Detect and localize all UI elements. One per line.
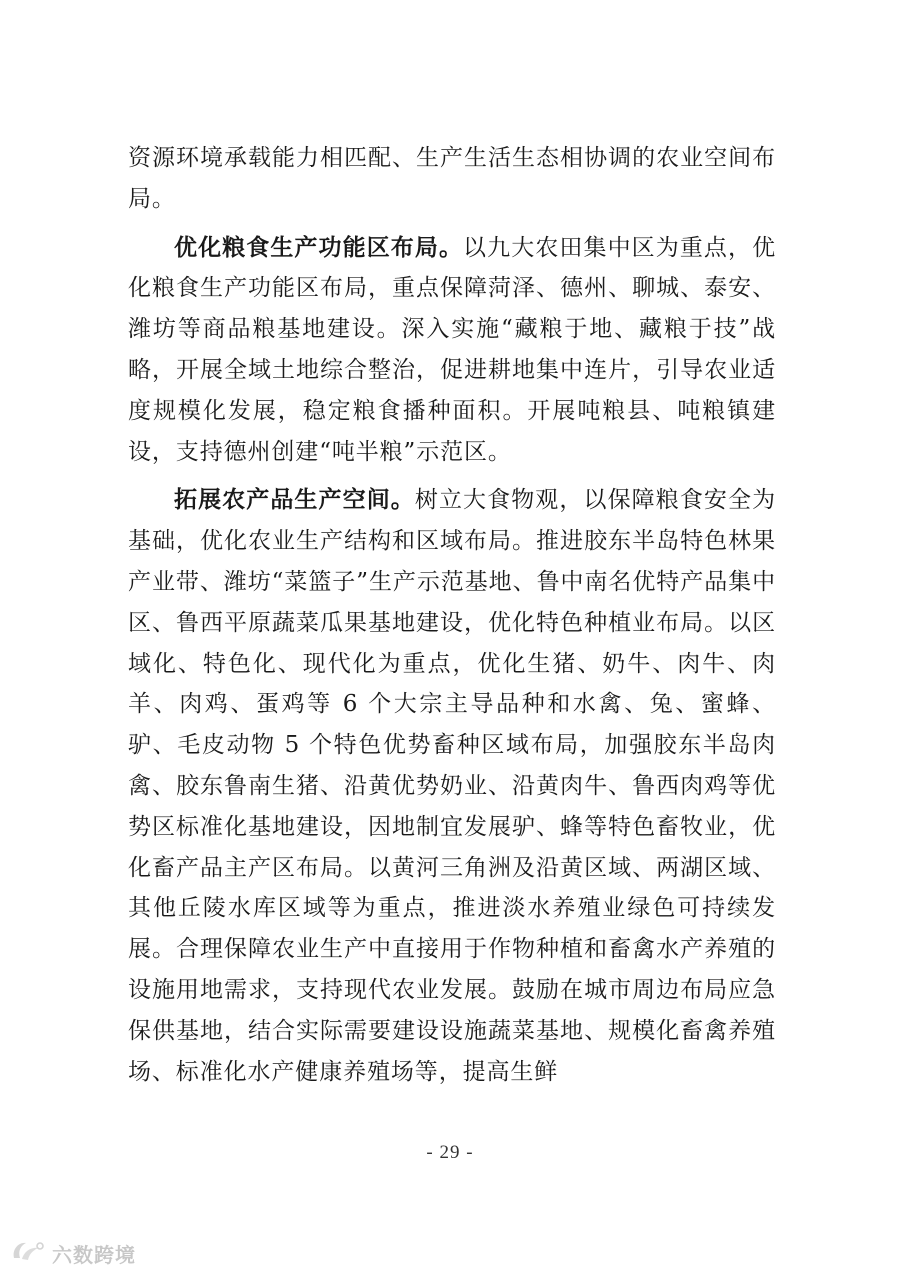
paragraph-3-text: 树立大食物观，以保障粮食安全为基础，优化农业生产结构和区域布局。推进胶东半岛特色林果产业带、潍坊“菜篮子”生产示范基地、鲁中南名优特产品集中区、鲁西平原蔬菜瓜果基地建设，优化特色种植业布局。以区域化、特色化、现代化为重点，优化生猪、奶牛、肉牛、肉羊、肉鸡、蛋鸡等 6 个大宗主导品种和水禽、兔、蜜蜂、驴、毛皮动物 5 个特色优势畜种区域布局，加强胶东半岛肉禽、胶东鲁南生猪、沿黄优势奶业、沿黄肉牛、鲁西肉鸡等优势区标准化基地建设，因地制宜发展驴、蜂等特色畜牧业，优化畜产品主产区布局。以黄河三角洲及沿黄区域、两湖区域、其他丘陵水库区域等为重点，推进淡水养殖业绿色可持续发展。合理保障农业生产中直接用于作物种植和畜禽水产养殖的设施用地需求，支持现代农业发展。鼓励在城市周边布局应急保供基地，结合实际需要建设设施蔬菜基地、规模化畜禽养殖场、标准化水产健康养殖场等，提高生鲜 [128,487,776,1085]
page-number: - 29 - [426,1142,474,1163]
document-body [128,138,776,1092]
paragraph-3 [128,480,776,1092]
paragraph-2-text: 以九大农田集中区为重点，优化粮食生产功能区布局，重点保障菏泽、德州、聊城、泰安、潍坊等商品粮基地建设。深入实施“藏粮于地、藏粮于技”战略，开展全域土地综合整治，促进耕地集中连片，引导农业适度规模化发展，稳定粮食播种面积。开展吨粮县、吨粮镇建设，支持德州创建“吨半粮”示范区。 [128,234,776,465]
watermark-text: 六数跨境 [52,1242,136,1267]
logo-icon [10,1238,46,1268]
paragraph-2-heading: 优化粮食生产功能区布局。 [174,233,464,261]
paragraph-1 [128,138,776,220]
paragraph-2 [128,228,776,473]
paragraph-3-heading: 拓展农产品生产空间。 [174,486,415,514]
paragraph-1-text: 资源环境承载能力相匹配、生产生活生态相协调的农业空间布局。 [128,145,776,212]
watermark [10,1238,136,1268]
